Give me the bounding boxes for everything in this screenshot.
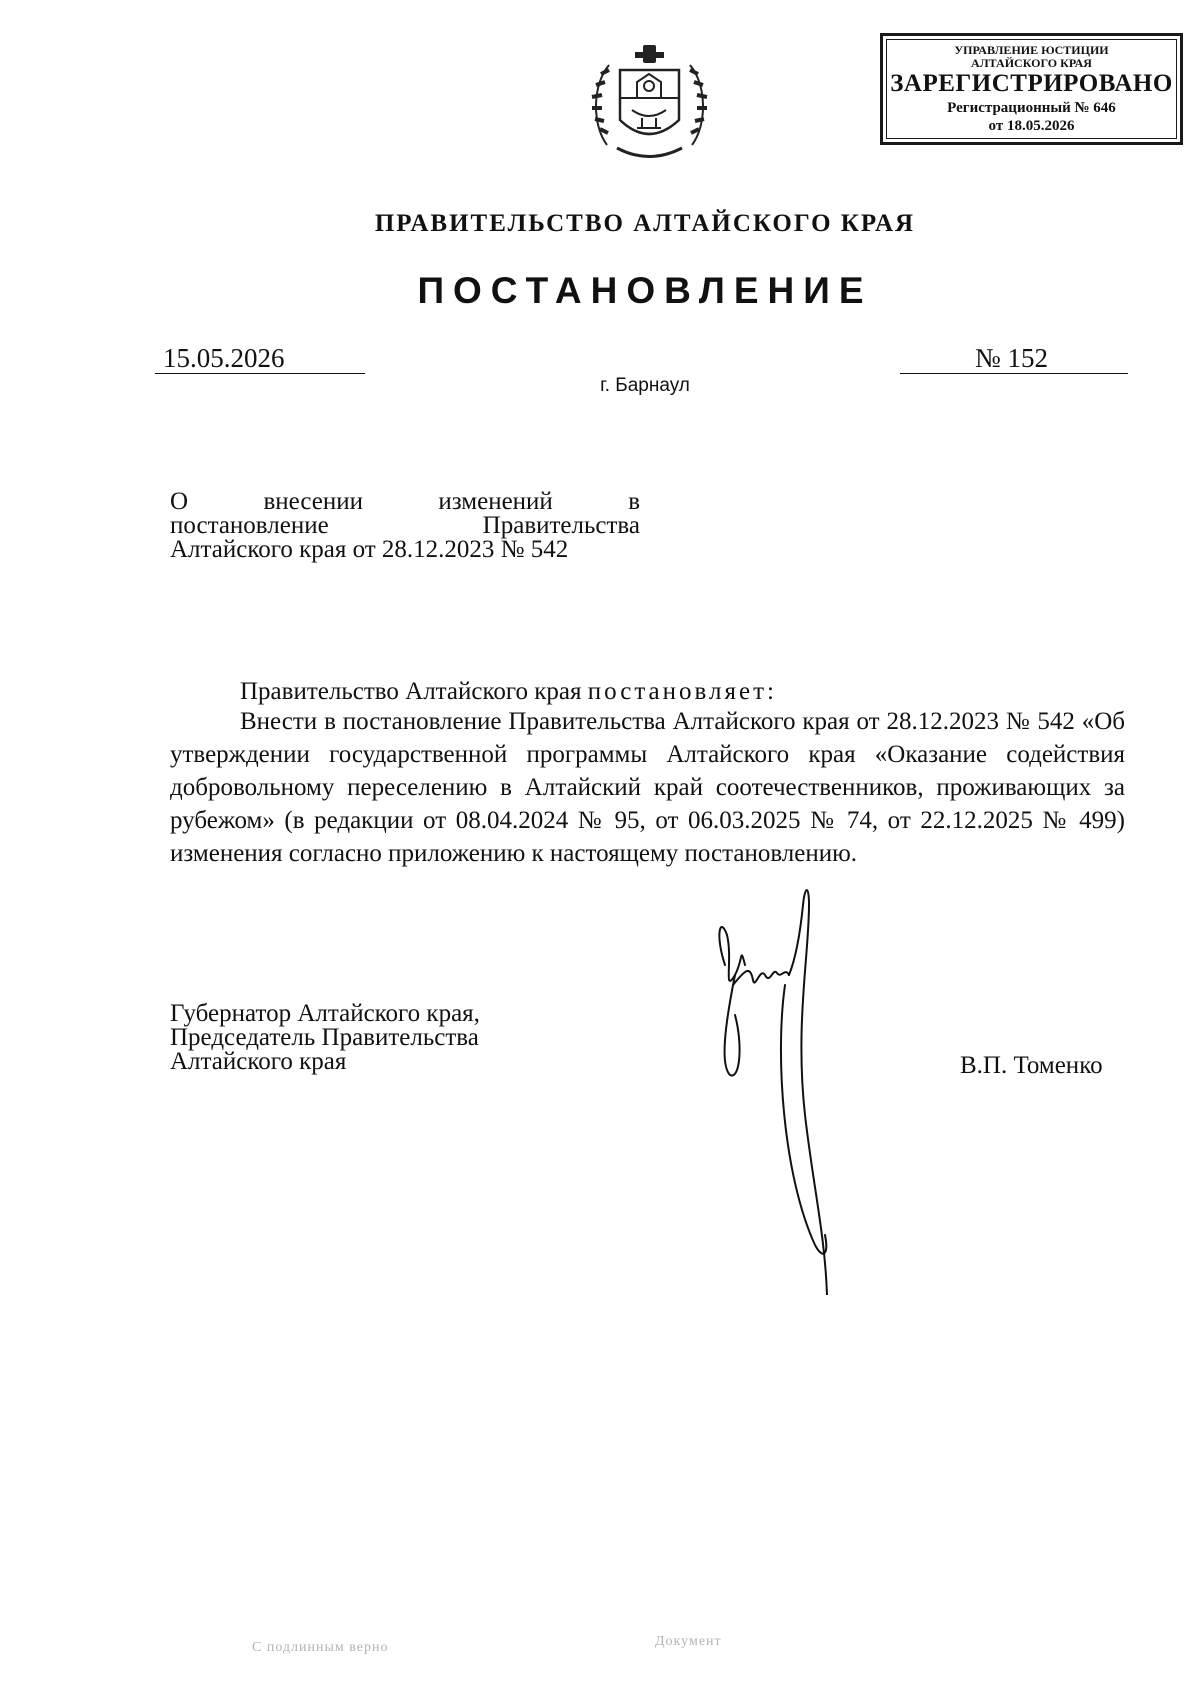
stamp-authority-line1: УПРАВЛЕНИЕ ЮСТИЦИИ [954,43,1109,57]
document-subject [170,490,640,562]
preamble-verb: постановляет: [587,678,777,705]
signer-name: В.П. Томенко [960,1052,1103,1079]
subject-line2: постановление Правительства [170,512,640,539]
stamp-reg-number: Регистрационный № 646 [947,100,1116,116]
stamp-reg-date: от 18.05.2026 [988,118,1075,134]
number-underline [900,373,1128,374]
government-name: ПРАВИТЕЛЬСТВО АЛТАЙСКОГО КРАЯ [374,210,916,237]
signer-title-line2: Председатель Правительства [170,1024,479,1051]
document-number: № 152 [975,343,1049,373]
signer-title [170,1002,480,1074]
signer-title-line1: Губернатор Алтайского края, [170,1000,480,1027]
preamble-start: Правительство Алтайского края [240,678,588,705]
document-type-title: ПОСТАНОВЛЕНИЕ [417,270,873,311]
footer-faint-left: С подлинным верно [252,1640,389,1655]
document-city: г. Барнаул [600,375,690,396]
altai-coat-of-arms-icon [587,40,712,170]
stamp-authority-line2: АЛТАЙСКОГО КРАЯ [971,56,1092,70]
preamble [240,675,777,708]
subject-line3: Алтайского края от 28.12.2023 № 542 [170,536,569,563]
subject-line1: О внесении изменений в [170,488,640,515]
signer-title-line3: Алтайского края [170,1048,347,1075]
footer-faint-middle: Документ [655,1634,722,1649]
handwritten-signature [705,875,855,1295]
registration-stamp [880,33,1183,145]
date-underline [155,373,365,374]
document-date: 15.05.2026 [163,343,285,373]
stamp-status: ЗАРЕГИСТРИРОВАНО [890,70,1173,97]
resolution-paragraph: Внести в постановление Правительства Алтайского края от 28.12.2023 № 542 «Об утверждении государственной программы Алтайского края «Оказание содействия добровольному переселению в Алтайский край соотечественников, проживающих за рубежом» (в редакции от 08.04.2024 № 95, от 06.03.2025 № 74, от 22.12.2025 № 499) изменения согласно приложению к настоящему постановлению. [170,708,1125,867]
